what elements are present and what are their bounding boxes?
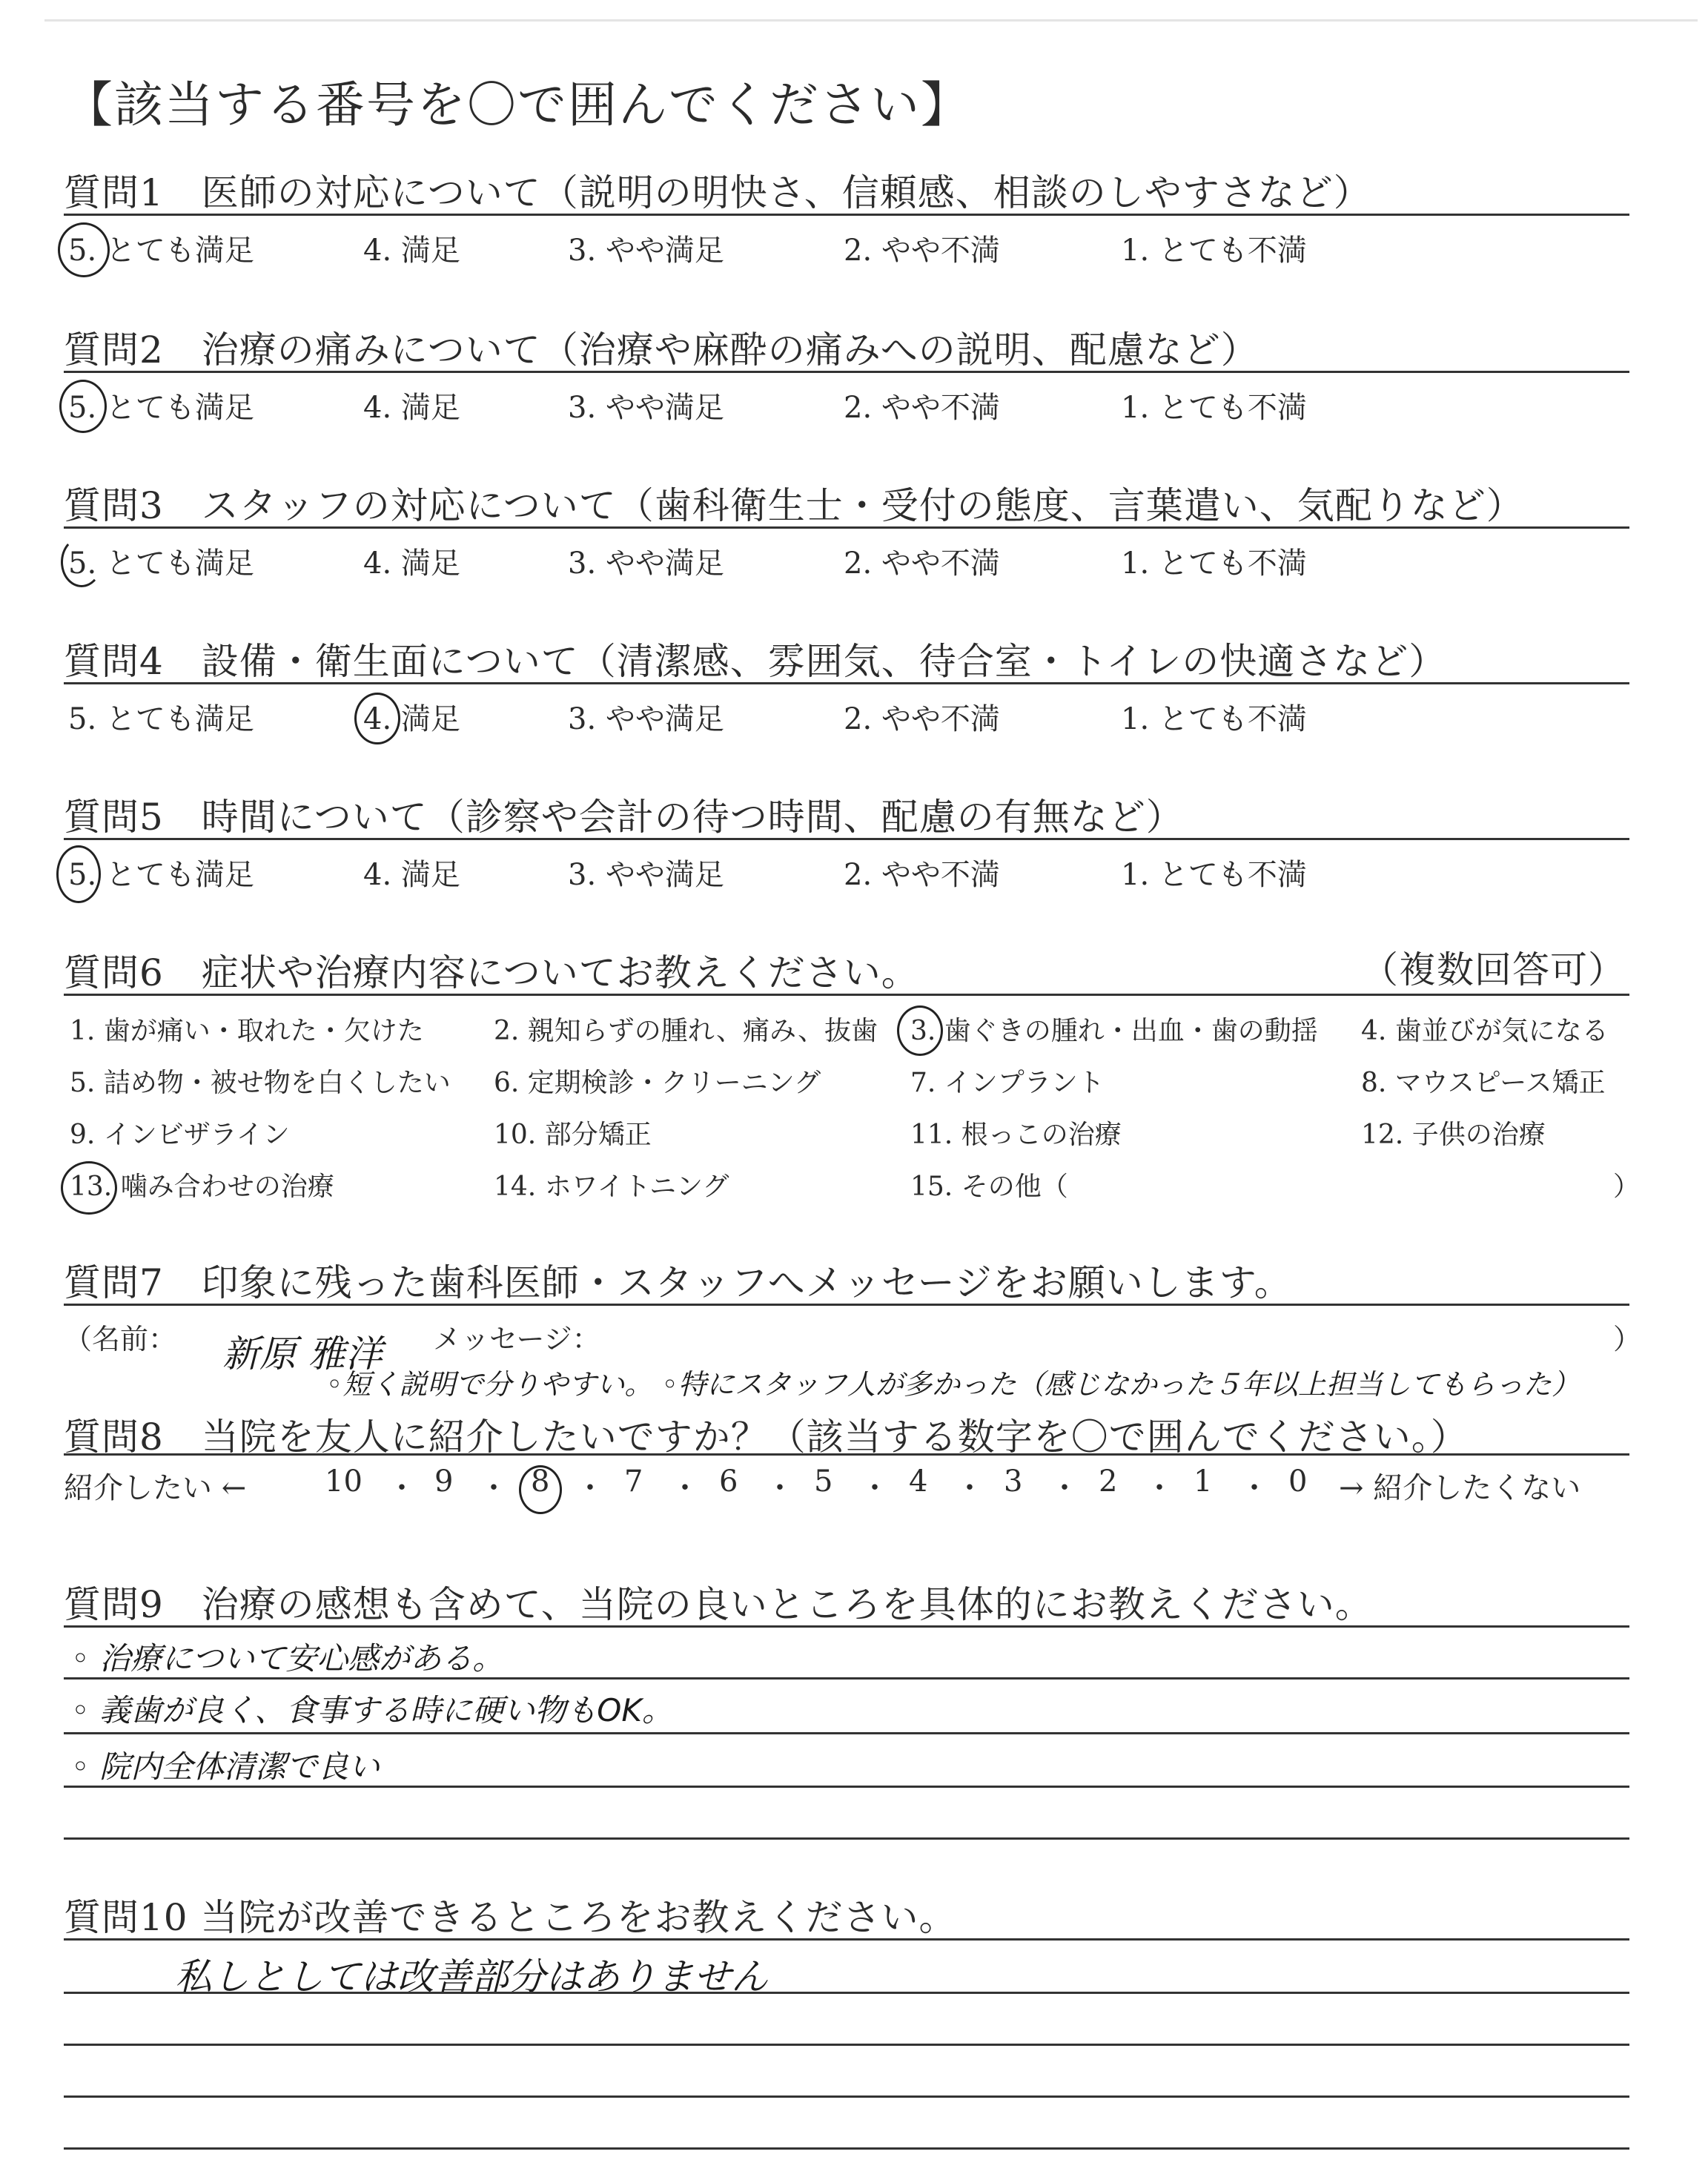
q9-title: 質問9 治療の感想も含めて、当院の良いところを具体的にお教えください。	[64, 1583, 1373, 1626]
q1-option-1[interactable]: 1. とても不満	[1121, 234, 1307, 268]
q10-line	[64, 1992, 1629, 1994]
q1-option-5[interactable]: 5. とても満足	[68, 234, 254, 268]
q8-scale	[64, 1464, 1628, 1509]
q3-option-1[interactable]: 1. とても不満	[1121, 546, 1307, 581]
q9-line	[64, 1837, 1629, 1840]
q7-rule	[64, 1304, 1629, 1306]
q6-selection-circle-13	[61, 1161, 117, 1215]
q6-item-7[interactable]: 7. インプラント	[910, 1068, 1105, 1098]
q1-option-2[interactable]: 2. やや不満	[844, 234, 1000, 268]
q8-scale-10[interactable]: 10	[325, 1464, 363, 1499]
q8-scale-3[interactable]: 3	[1004, 1464, 1023, 1499]
q6-item-8[interactable]: 8. マウスピース矯正	[1361, 1068, 1606, 1098]
q6-item-12[interactable]: 12. 子供の治療	[1361, 1120, 1546, 1150]
q2-selection-circle	[59, 380, 107, 433]
q3-title: 質問3 スタッフの対応について（歯科衛生士・受付の態度、言葉遣い、気配りなど）	[64, 484, 1524, 527]
q6-multiple-note: （複数回答可）	[1361, 948, 1626, 991]
q5-option-4[interactable]: 4. 満足	[363, 858, 460, 892]
q5-option-3[interactable]: 3. やや満足	[568, 858, 724, 892]
q8-scale-9[interactable]: 9	[434, 1464, 454, 1499]
q2-option-2[interactable]: 2. やや不満	[844, 391, 1000, 425]
q4-option-1[interactable]: 1. とても不満	[1121, 702, 1307, 736]
q3-rule	[64, 526, 1629, 529]
q10-line	[64, 2044, 1629, 2046]
q6-item-5[interactable]: 5. 詰め物・被せ物を白くしたい	[70, 1068, 451, 1098]
q5-option-1[interactable]: 1. とても不満	[1121, 858, 1307, 892]
q9-line	[64, 1732, 1629, 1734]
q6-item-3[interactable]: 3. 歯ぐきの腫れ・出血・歯の動揺	[910, 1016, 1318, 1046]
q6-item-2[interactable]: 2. 親知らずの腫れ、痛み、抜歯	[494, 1016, 878, 1046]
q6-item-15[interactable]: 15. その他（	[910, 1172, 1068, 1202]
q7-close: ）	[1613, 1323, 1642, 1355]
q10-rule	[64, 1938, 1629, 1941]
q8-sep: ・	[1239, 1471, 1269, 1505]
q7-handwritten-name: 新原 雅洋	[222, 1332, 383, 1375]
q8-right-label: → 紹介したくない	[1339, 1471, 1581, 1505]
q5-title: 質問5 時間について（診察や会計の待つ時間、配慮の有無など）	[64, 796, 1184, 839]
q8-rule	[64, 1453, 1629, 1456]
q10-line	[64, 2095, 1629, 2098]
q4-option-4[interactable]: 4. 満足	[363, 702, 460, 736]
q5-option-5[interactable]: 5. とても満足	[68, 858, 254, 892]
q5-rule	[64, 838, 1629, 840]
q8-title: 質問8 当院を友人に紹介したいですか？（該当する数字を〇で囲んでください。）	[64, 1416, 1469, 1459]
q4-option-3[interactable]: 3. やや満足	[568, 702, 724, 736]
q8-scale-1[interactable]: 1	[1194, 1464, 1213, 1499]
q8-scale-8[interactable]: 8	[531, 1464, 550, 1499]
q4-option-5[interactable]: 5. とても満足	[68, 702, 254, 736]
q6-selection-circle-3	[897, 1005, 943, 1056]
q2-rule	[64, 371, 1629, 373]
q4-selection-circle	[354, 693, 400, 744]
q8-sep: ・	[765, 1471, 795, 1505]
q8-selection-circle	[519, 1465, 562, 1514]
q6-title: 質問6 症状や治療内容についてお教えください。	[64, 951, 919, 994]
q8-scale-4[interactable]: 4	[909, 1464, 928, 1499]
q10-title: 質問10 当院が改善できるところをお教えください。	[64, 1896, 957, 1939]
q2-title: 質問2 治療の痛みについて（治療や麻酔の痛みへの説明、配慮など）	[64, 328, 1259, 371]
instruction-heading: 【該当する番号を〇で囲んでください】	[64, 76, 971, 133]
q8-sep: ・	[479, 1471, 509, 1505]
q2-option-5[interactable]: 5. とても満足	[68, 391, 254, 425]
q3-option-3[interactable]: 3. やや満足	[568, 546, 724, 581]
q5-option-2[interactable]: 2. やや不満	[844, 858, 1000, 892]
q8-scale-2[interactable]: 2	[1099, 1464, 1118, 1499]
q6-item-9[interactable]: 9. インビザライン	[70, 1120, 290, 1150]
q3-option-5[interactable]: 5. とても満足	[68, 546, 254, 581]
q9-rule	[64, 1625, 1629, 1628]
q3-selection-circle	[61, 537, 102, 587]
q9-answer-2: ◦ 義歯が良く、食事する時に硬い物もOK。	[71, 1692, 673, 1728]
q3-option-4[interactable]: 4. 満足	[363, 546, 460, 581]
q9-line	[64, 1677, 1629, 1680]
q8-sep: ・	[575, 1471, 605, 1505]
q7-handwritten-message: ◦短く説明で分りやすい。 ◦特にスタッフ人が多かった（感じなかった５年以上担当してもらった）	[326, 1368, 1580, 1401]
q4-option-2[interactable]: 2. やや不満	[844, 702, 1000, 736]
q8-sep: ・	[1050, 1471, 1079, 1505]
q7-name-label: （名前：	[64, 1323, 177, 1355]
q6-item-13[interactable]: 13. 噛み合わせの治療	[70, 1172, 334, 1202]
q8-scale-5[interactable]: 5	[814, 1464, 833, 1499]
q8-scale-6[interactable]: 6	[719, 1464, 738, 1499]
q1-rule	[64, 214, 1629, 216]
q2-option-1[interactable]: 1. とても不満	[1121, 391, 1307, 425]
q4-rule	[64, 682, 1629, 684]
q2-option-4[interactable]: 4. 満足	[363, 391, 460, 425]
q6-other-close: ）	[1613, 1172, 1641, 1202]
q6-item-4[interactable]: 4. 歯並びが気になる	[1361, 1016, 1609, 1046]
q1-selection-circle	[58, 222, 110, 277]
q6-item-10[interactable]: 10. 部分矯正	[494, 1120, 652, 1150]
q1-option-4[interactable]: 4. 満足	[363, 234, 460, 268]
q8-sep: ・	[955, 1471, 984, 1505]
q8-scale-7[interactable]: 7	[624, 1464, 643, 1499]
q3-option-2[interactable]: 2. やや不満	[844, 546, 1000, 581]
q1-title: 質問1 医師の対応について（説明の明快さ、信頼感、相談のしやすさなど）	[64, 171, 1371, 214]
q8-scale-0[interactable]: 0	[1288, 1464, 1308, 1499]
q9-answer-3: ◦ 院内全体清潔で良い	[71, 1748, 380, 1785]
q5-selection-circle	[56, 845, 101, 903]
q1-option-3[interactable]: 3. やや満足	[568, 234, 724, 268]
q2-option-3[interactable]: 3. やや満足	[568, 391, 724, 425]
q6-item-14[interactable]: 14. ホワイトニング	[494, 1172, 729, 1202]
q8-sep: ・	[1145, 1471, 1174, 1505]
q8-sep: ・	[387, 1471, 417, 1505]
q6-rule	[64, 994, 1629, 996]
q8-sep: ・	[670, 1471, 700, 1505]
q7-title: 質問7 印象に残った歯科医師・スタッフへメッセージをお願いします。	[64, 1261, 1292, 1304]
q7-message-label: メッセージ：	[433, 1323, 600, 1355]
q6-item-6[interactable]: 6. 定期検診・クリーニング	[494, 1068, 821, 1098]
q8-left-label: 紹介したい ←	[64, 1471, 247, 1505]
q9-line	[64, 1786, 1629, 1788]
q4-title: 質問4 設備・衛生面について（清潔感、雰囲気、待合室・トイレの快適さなど）	[64, 640, 1447, 683]
q6-item-1[interactable]: 1. 歯が痛い・取れた・欠けた	[70, 1016, 424, 1046]
q6-item-11[interactable]: 11. 根っこの治療	[910, 1120, 1122, 1150]
top-border	[44, 19, 1698, 22]
q9-answer-1: ◦ 治療について安心感がある。	[71, 1640, 504, 1677]
q10-line	[64, 2147, 1629, 2150]
q10-answer-1: 私しとしては改善部分はありません	[175, 1955, 768, 1998]
q8-sep: ・	[860, 1471, 890, 1505]
